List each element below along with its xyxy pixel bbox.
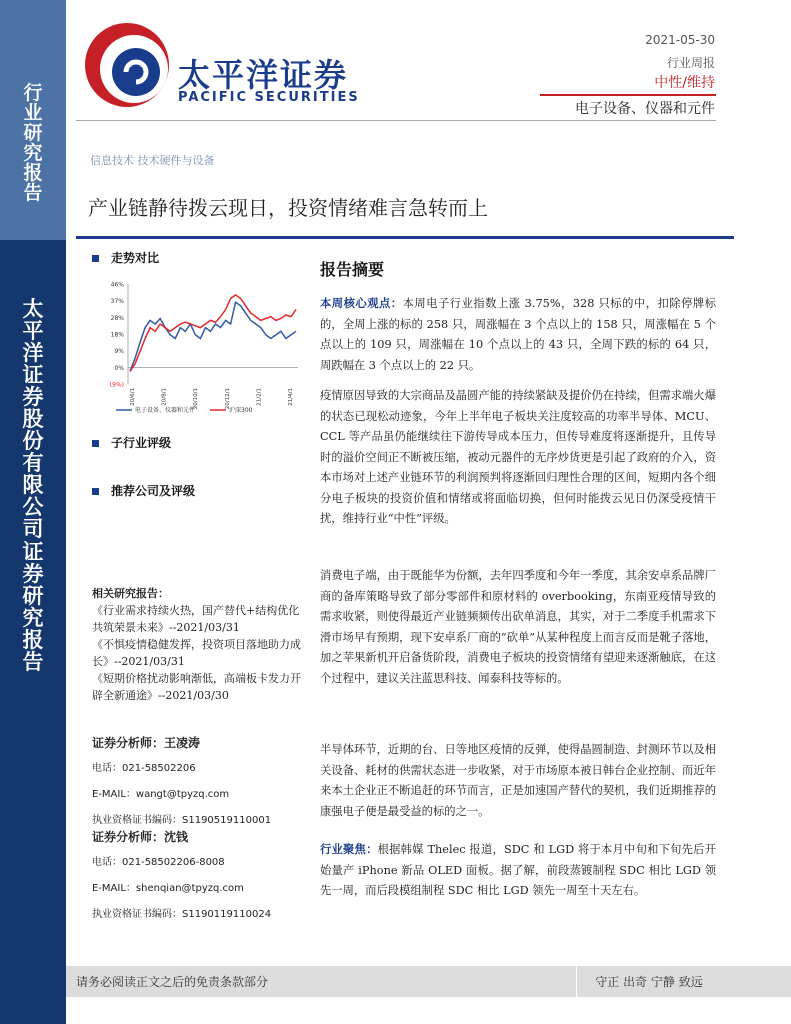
related-heading: 相关研究报告： (92, 587, 169, 600)
recommend-heading: 推荐公司及评级 (92, 482, 195, 499)
summary-paragraph-5: 行业聚焦：根据韩媒 Thelec 报道，SDC 和 LGD 将于本月中旬和下旬先后开始量产 iPhone 新品 OLED 面板。据了解，前段蒸镀制程 SDC 相比 LGD 领先一周，而后段模组制程 SDC 相比 LGD 领先一周至十天左右。 (320, 842, 716, 897)
chart-y-tick-label: 28% (110, 314, 124, 322)
chart-x-tick-label: 20/12/1 (224, 388, 231, 410)
chart-y-tick-label: 0% (114, 364, 124, 372)
chart-series-line (130, 295, 296, 371)
analyst-phone: 电话：021-58502206-8008 (92, 857, 225, 868)
analyst-email[interactable]: E-MAIL：wangt@tpyzq.com (92, 789, 230, 800)
chart-x-tick-label: 20/8/1 (161, 388, 168, 406)
brand-name-cn: 太平洋证券 (178, 56, 349, 94)
chart-x-tick-label: 21/2/1 (256, 388, 263, 406)
footer-separator (576, 966, 577, 997)
summary-paragraph-2: 疫情原因导致的大宗商品及晶圆产能的持续紧缺及提价仍在持续，但需求端火爆的状态已现松动迹象，今年上半年电子板块关注度较高的功率半导体、MCU、CCL 等产品虽仍能继续往下游传导成本压力，但传导难度将逐渐提升，且传导时的溢价空间正不断被压缩，被动元器件的无序炒货更是引起了政府的介入，资本市场对上述产业链环节的利润预判将逐渐回归理性合理的区间，短期内各个细分电子板块的投资价值和情绪或将面临切换，但何时能拨云见日仍深受疫情干扰，维持行业“中性”评级。 (320, 389, 716, 525)
report-date: 2021-05-30 (645, 33, 715, 47)
industry-name: 电子设备、仪器和元件 (575, 101, 715, 117)
chart-y-tick-label: 37% (110, 298, 124, 306)
chart-x-tick-label: 21/4/1 (288, 388, 294, 406)
sub-industry-heading: 子行业评级 (92, 434, 171, 451)
related-report-item[interactable]: 《不惧疫情稳健发挥，投资项目落地助力成长》--2021/03/31 (92, 638, 301, 668)
summary-paragraph-4: 半导体环节，近期的台、日等地区疫情的反弹，使得晶圆制造、封测环节以及相关设备、耗材的供需状态进一步收紧，对于市场原本被日韩台企业控制、而近年来本土企业正不断追赶的环节而言，正是加速国产替代的契机，我们近期推荐的康强电子便是最受益的标的之一。 (320, 743, 716, 818)
title-divider (76, 236, 734, 239)
analyst-name: 证券分析师：王凌涛 (92, 736, 201, 750)
related-report-item[interactable]: 《行业需求持续火热，国产替代+结构优化共筑荣景未来》--2021/03/31 (92, 604, 300, 634)
summary-heading: 报告摘要 (320, 260, 385, 279)
brand-name-en: PACIFIC SECURITIES (178, 90, 360, 105)
bullet-square-icon (92, 488, 99, 495)
analyst-2 (92, 824, 306, 928)
analyst-cert: 执业资格证书编码：S1190119110024 (92, 909, 272, 920)
related-report-item[interactable]: 《短期价格扰动影响渐低，高端板卡发力开辟全新通途》--2021/03/30 (92, 672, 301, 702)
chart-series-line (130, 302, 296, 371)
keyword-core-view: 本周核心观点： (320, 296, 403, 310)
report-title: 产业链静待拨云现日，投资情绪难言急转而上 (88, 196, 488, 220)
pacific-logo-icon (82, 20, 172, 110)
chart-y-tick-label: (9%) (109, 381, 124, 389)
chart-x-tick-label: 20/10/1 (193, 388, 200, 410)
footer-motto: 守正 出奇 宁静 致远 (595, 975, 703, 989)
chart-legend-label: 电子设备、仪器和元件 (135, 407, 196, 414)
related-reports (92, 585, 306, 704)
report-type: 行业周报 (666, 56, 715, 70)
analyst-email[interactable]: E-MAIL：shenqian@tpyzq.com (92, 883, 244, 894)
sidebar-bottom-text: 太 平 洋 证 券 股 份 有 限 公 司 证 券 研 究 报 告 (22, 296, 44, 674)
analyst-1 (92, 730, 306, 834)
summary-paragraph-3: 消费电子端，由于既能华为份额，去年四季度和今年一季度，其余安卓系品牌厂商的备库策略导致了部分零部件和原材料的 overbooking，东南亚疫情导致的需求收紧，则使得最近产业链频频传出砍单消息，其实，对于二季度手机需求下滑市场早有预期，现下安卓系厂商的“砍单”从某种程度上而言反而是靴子落地，加之苹果新机开启备货阶段，消费电子板块的投资情绪有望迎来逐渐触底，在这个过程中，建议关注蓝思科技、闻泰科技等标的。 (320, 569, 716, 685)
industry-rating: 中性/维持 (654, 75, 715, 91)
bullet-square-icon (92, 255, 99, 262)
footer-disclaimer[interactable]: 请务必阅读正文之后的免责条款部分 (76, 975, 269, 989)
chart-y-tick-label: 18% (110, 331, 124, 339)
sidebar-top-text: 行 业 研 究 报 告 (23, 82, 43, 204)
keyword-industry-focus: 行业聚焦： (320, 842, 378, 856)
analyst-cert: 执业资格证书编码：S1190519110001 (92, 815, 272, 826)
analyst-phone: 电话：021-58502206 (92, 763, 196, 774)
chart-x-tick-label: 20/6/1 (130, 388, 136, 406)
summary-paragraph-1: 本周核心观点：本周电子行业指数上涨 3.75%，328 只标的中，扣除停牌标的，全周上涨的标的 258 只，周涨幅在 3 个点以上的 158 只，周涨幅在 5 个点以上的 109 只，周涨幅在 10 个点以上的 43 只，全周下跌的标的 64 只，周跌幅在 3 个点以上的 22 只。 (320, 296, 716, 372)
analyst-name: 证券分析师：沈钱 (92, 830, 189, 844)
trend-chart (92, 274, 304, 424)
chart-y-tick-label: 46% (110, 281, 124, 289)
category: 信息技术 技术硬件与设备 (90, 154, 215, 167)
header-red-rule (540, 94, 716, 96)
chart-y-tick-label: 9% (114, 348, 124, 356)
bullet-square-icon (92, 440, 99, 447)
header-divider (76, 120, 716, 121)
trend-heading: 走势对比 (92, 249, 159, 266)
chart-legend-label: 沪深300 (229, 407, 253, 414)
